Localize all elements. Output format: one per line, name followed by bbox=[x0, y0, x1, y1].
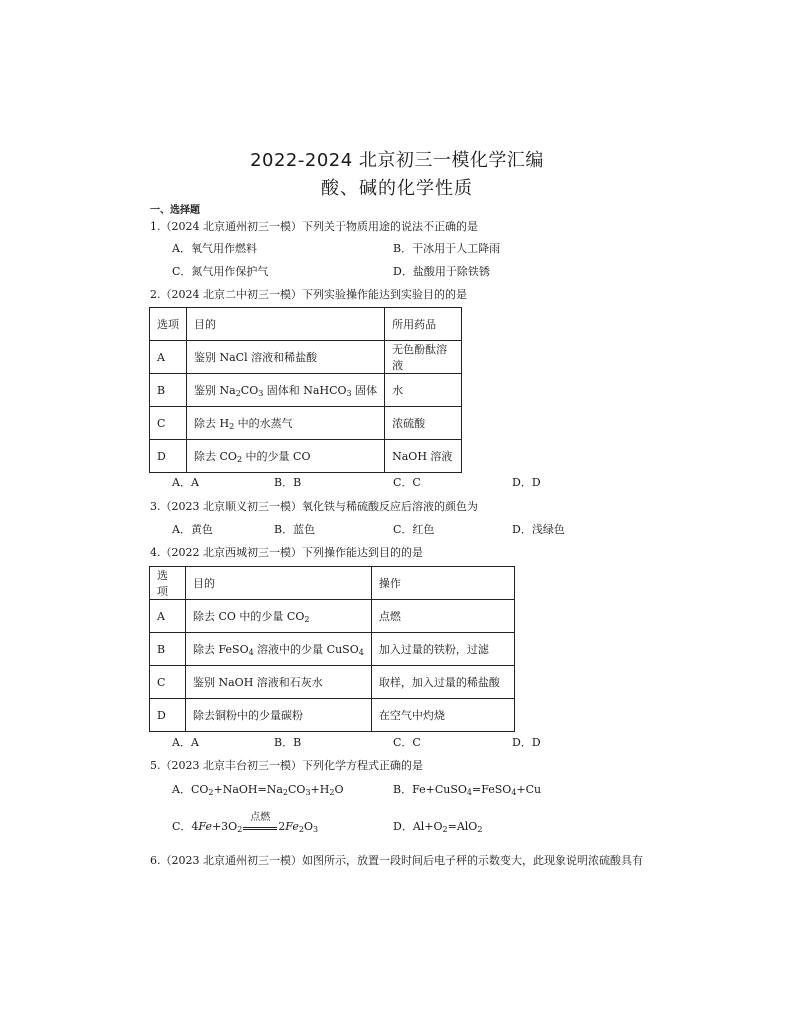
option-label: A． bbox=[172, 783, 191, 796]
table-cell-goal: 鉴别 NaOH 溶液和石灰水 bbox=[186, 666, 372, 699]
table-header-cell: 所用药品 bbox=[385, 308, 462, 341]
q4-stem: 4.（2022 北京西城初三一模）下列操作能达到目的的是 bbox=[150, 546, 423, 559]
q1-stem: 1.（2024 北京通州初三一模）下列关于物质用途的说法不正确的是 bbox=[150, 220, 478, 233]
q2-option-c: C．C bbox=[393, 476, 421, 489]
goal-text: 中的水蒸气 bbox=[234, 417, 293, 430]
q6-stem: 6.（2023 北京通州初三一模）如图所示，放置一段时间后电子秤的示数变大，此现象说明浓硫酸具有 bbox=[150, 854, 643, 867]
table-cell-operation: 加入过量的铁粉，过滤 bbox=[371, 633, 514, 666]
equation-text: Fe bbox=[198, 820, 212, 833]
q1-option-b: B．干冰用于人工降雨 bbox=[393, 242, 501, 255]
table-row bbox=[150, 600, 515, 633]
subscript: 2 bbox=[442, 825, 448, 834]
table-cell-goal bbox=[187, 407, 385, 440]
subscript: 3 bbox=[305, 788, 311, 797]
document-title: 2022-2024 北京初三一模化学汇编 bbox=[250, 150, 544, 171]
q1-option-a: A．氧气用作燃料 bbox=[172, 242, 257, 255]
q5-option-b bbox=[393, 781, 541, 797]
table-cell-goal bbox=[186, 633, 372, 666]
q5-option-c bbox=[172, 812, 319, 834]
document-subtitle: 酸、碱的化学性质 bbox=[321, 178, 473, 199]
goal-text: 溶液中的少量 CuSO bbox=[253, 643, 359, 656]
equation-text: CO bbox=[288, 783, 306, 796]
table-cell-operation: 在空气中灼烧 bbox=[371, 699, 514, 732]
table-cell-goal bbox=[187, 374, 385, 407]
subscript: 2 bbox=[208, 788, 214, 797]
equation-text: O bbox=[334, 783, 344, 796]
q3-option-a: A．黄色 bbox=[172, 523, 213, 536]
q2-option-b: B．B bbox=[274, 476, 302, 489]
table-cell-option: C bbox=[150, 407, 187, 440]
table-header-cell: 操作 bbox=[371, 567, 514, 600]
table-cell-option: A bbox=[150, 341, 187, 374]
table-row bbox=[150, 633, 515, 666]
q2-stem: 2.（2024 北京二中初三一模）下列实验操作能达到实验目的的是 bbox=[150, 288, 467, 301]
table-cell-reagent: 浓硫酸 bbox=[385, 407, 462, 440]
q2-option-a: A．A bbox=[172, 476, 199, 489]
q4-option-b: B．B bbox=[274, 736, 302, 749]
q3-stem: 3.（2023 北京顺义初三一模）氧化铁与稀硫酸反应后溶液的颜色为 bbox=[150, 500, 478, 513]
subscript: 3 bbox=[312, 825, 319, 834]
equation-text: +3O bbox=[211, 820, 238, 833]
table-cell-goal: 鉴别 NaCl 溶液和稀盐酸 bbox=[187, 341, 385, 374]
table-cell-goal: 除去铜粉中的少量碳粉 bbox=[186, 699, 372, 732]
subscript: 2 bbox=[282, 788, 288, 797]
table-row bbox=[150, 440, 462, 473]
q5-option-a bbox=[172, 781, 343, 797]
table-cell-reagent: 水 bbox=[385, 374, 462, 407]
table-row bbox=[150, 407, 462, 440]
equation-text: Fe bbox=[285, 820, 299, 833]
table-header-cell: 选项 bbox=[150, 308, 187, 341]
equation-text: 2 bbox=[278, 820, 286, 833]
equation-text: O bbox=[303, 820, 313, 833]
q5-stem: 5.（2023 北京丰台初三一模）下列化学方程式正确的是 bbox=[150, 759, 423, 772]
goal-text: 除去 H bbox=[194, 417, 230, 430]
subscript: 4 bbox=[248, 648, 254, 657]
table-row bbox=[150, 341, 462, 374]
q4-option-a: A．A bbox=[172, 736, 199, 749]
goal-text: 除去 CO 中的少量 CO bbox=[193, 610, 305, 623]
equation-text: +Cu bbox=[516, 783, 542, 796]
table-cell-operation: 点燃 bbox=[371, 600, 514, 633]
table-cell-option: B bbox=[150, 633, 186, 666]
subscript: 4 bbox=[511, 788, 517, 797]
equals-sign bbox=[243, 827, 277, 830]
subscript: 3 bbox=[258, 389, 264, 398]
table-cell-option: D bbox=[150, 699, 186, 732]
section-heading: 一、选择题 bbox=[150, 205, 200, 216]
goal-text: 除去 CO bbox=[194, 450, 237, 463]
q3-option-b: B．蓝色 bbox=[274, 523, 316, 536]
table-header-cell: 目的 bbox=[187, 308, 385, 341]
table-cell-option: A bbox=[150, 600, 186, 633]
q4-option-d: D．D bbox=[512, 736, 541, 749]
subscript: 2 bbox=[477, 825, 483, 834]
goal-text: 除去 FeSO bbox=[193, 643, 249, 656]
table-cell-reagent: NaOH 溶液 bbox=[385, 440, 462, 473]
goal-text: 中的少量 CO bbox=[242, 450, 311, 463]
table-row bbox=[150, 666, 515, 699]
table-header-row bbox=[150, 308, 462, 341]
equation-text: Al+O bbox=[412, 820, 443, 833]
goal-text: CO bbox=[240, 384, 259, 397]
table-cell-option: C bbox=[150, 666, 186, 699]
table-header-cell: 选项 bbox=[150, 567, 186, 600]
subscript: 2 bbox=[304, 615, 310, 624]
q2-table bbox=[149, 307, 462, 473]
equation-text: 4 bbox=[191, 820, 199, 833]
subscript: 4 bbox=[358, 648, 364, 657]
subscript: 4 bbox=[466, 788, 472, 797]
table-cell-goal bbox=[187, 440, 385, 473]
condition-label: 点燃 bbox=[250, 812, 271, 823]
q1-option-d: D．盐酸用于除铁锈 bbox=[393, 265, 490, 278]
table-cell-operation: 取样，加入过量的稀盐酸 bbox=[371, 666, 514, 699]
option-label: D． bbox=[393, 820, 413, 833]
q3-option-d: D．浅绿色 bbox=[512, 523, 565, 536]
table-cell-reagent: 无色酚酞溶液 bbox=[385, 341, 462, 374]
equation-text: +H bbox=[310, 783, 330, 796]
subscript: 3 bbox=[346, 389, 352, 398]
q4-table bbox=[149, 566, 515, 732]
equation-text: +NaOH=Na bbox=[213, 783, 283, 796]
q1-option-c: C．氮气用作保护气 bbox=[172, 265, 269, 278]
table-row bbox=[150, 374, 462, 407]
equation-text: =AlO bbox=[447, 820, 478, 833]
subscript: 2 bbox=[236, 455, 243, 464]
subscript: 2 bbox=[237, 825, 243, 834]
goal-text: 鉴别 Na bbox=[194, 384, 236, 397]
table-header-row bbox=[150, 567, 515, 600]
option-label: C． bbox=[172, 820, 192, 833]
q5-option-d bbox=[393, 818, 482, 834]
table-header-cell: 目的 bbox=[186, 567, 372, 600]
table-cell-option: B bbox=[150, 374, 187, 407]
subscript: 2 bbox=[235, 389, 241, 398]
goal-text: 固体和 NaHCO bbox=[263, 384, 347, 397]
equation-text: Fe+CuSO bbox=[412, 783, 467, 796]
equation-text: =FeSO bbox=[472, 783, 512, 796]
option-label: B． bbox=[393, 783, 413, 796]
equation-text: CO bbox=[190, 783, 209, 796]
q4-option-c: C．C bbox=[393, 736, 421, 749]
table-cell-option: D bbox=[150, 440, 187, 473]
goal-text: 固体 bbox=[351, 384, 378, 397]
subscript: 2 bbox=[329, 788, 335, 797]
table-cell-goal bbox=[186, 600, 372, 633]
reaction-condition bbox=[243, 812, 277, 830]
table-row bbox=[150, 699, 515, 732]
subscript: 2 bbox=[298, 825, 304, 834]
q2-option-d: D．D bbox=[512, 476, 541, 489]
subscript: 2 bbox=[229, 422, 235, 431]
q3-option-c: C．红色 bbox=[393, 523, 435, 536]
